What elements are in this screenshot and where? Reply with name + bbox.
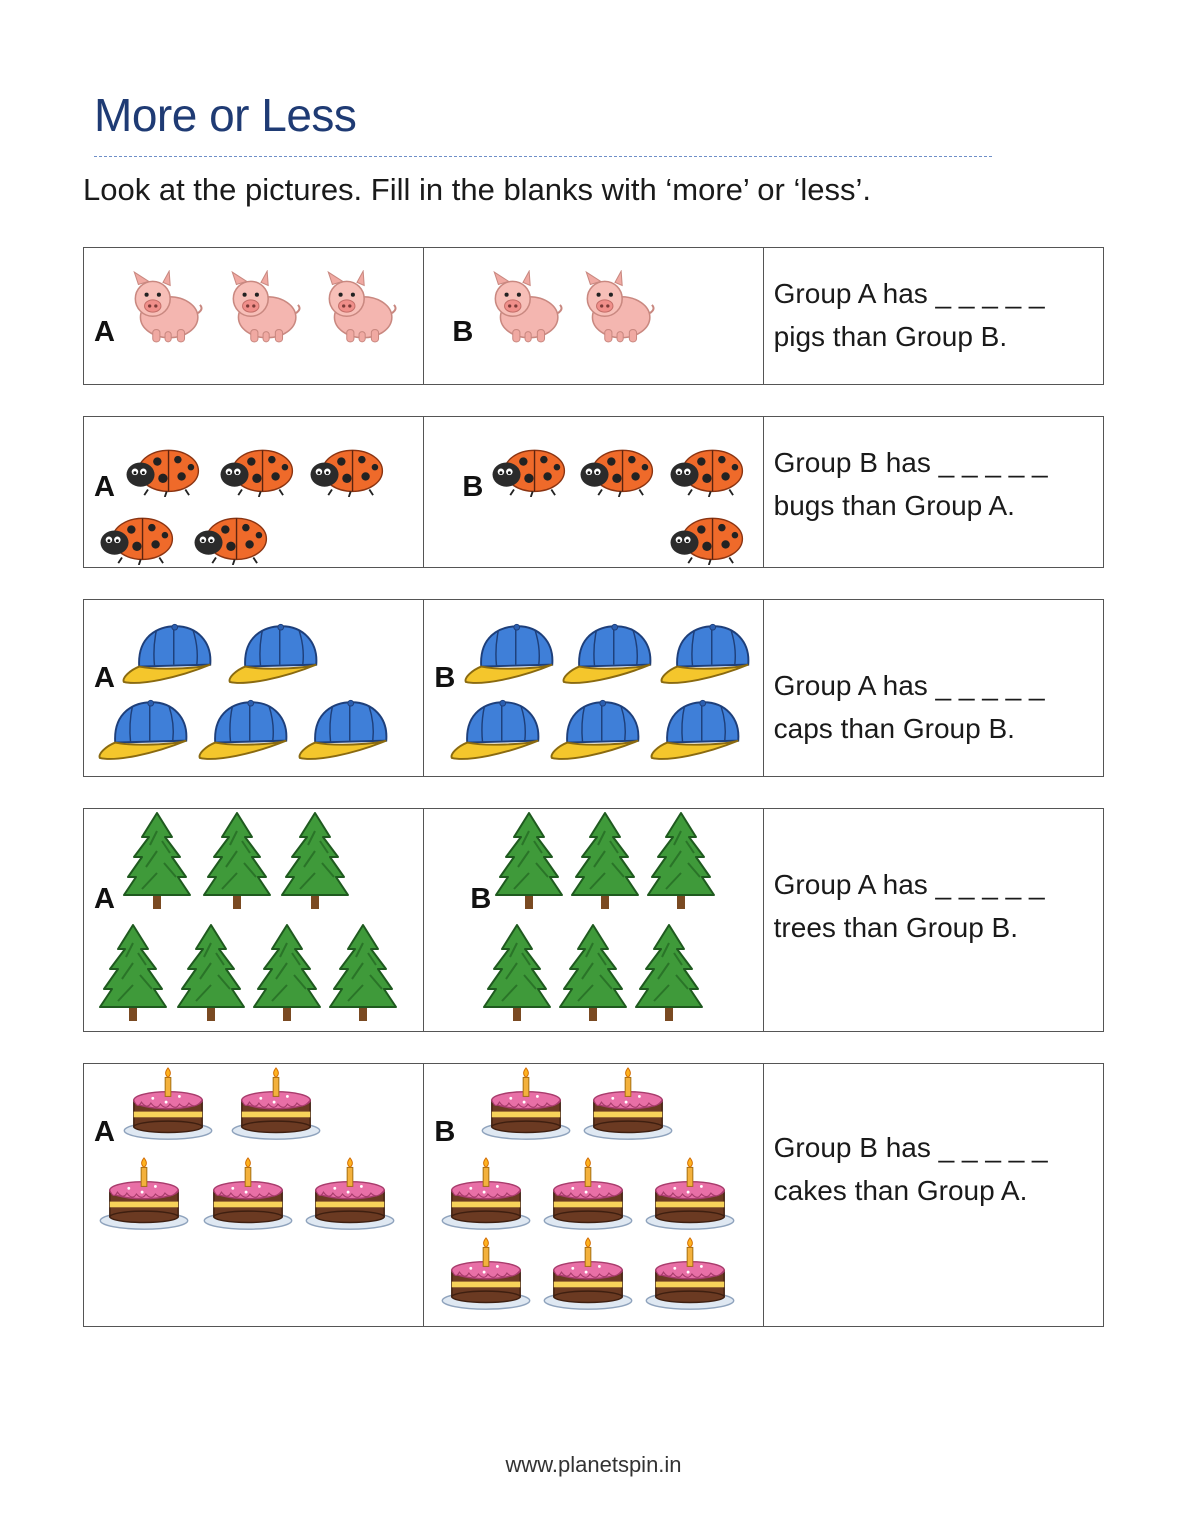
- group-a-label: A: [94, 662, 115, 694]
- cap-icon: [462, 622, 558, 690]
- tree-icon: [328, 923, 398, 1023]
- group-b-label: B: [462, 471, 484, 503]
- question-line-1: Group A has _ _ _ _ _: [773, 869, 1045, 900]
- question-cell: [763, 417, 1103, 567]
- group-a-cell: [84, 600, 423, 776]
- instruction-text: Look at the pictures. Fill in the blanks with ‘more’ or ‘less’.: [83, 172, 871, 207]
- question-line-1: Group A has _ _ _ _ _: [773, 278, 1045, 309]
- tree-icon: [98, 923, 168, 1023]
- group-a-cell: [84, 1064, 423, 1326]
- tree-icon: [202, 811, 272, 911]
- question-line-2: pigs than Group B.: [773, 321, 1008, 352]
- group-b-cell: [423, 417, 762, 567]
- group-a-label: A: [94, 1116, 115, 1148]
- page-title: More or Less: [94, 89, 357, 141]
- cap-icon: [226, 622, 322, 690]
- ladybug-icon: [214, 441, 298, 497]
- ladybug-icon: [574, 441, 658, 497]
- tree-icon: [570, 811, 640, 911]
- ladybug-icon: [94, 509, 178, 565]
- group-b-label: B: [434, 662, 456, 694]
- group-b-label: B: [434, 1116, 456, 1148]
- question-row-pigs: [83, 247, 1104, 385]
- cap-icon: [548, 698, 644, 766]
- cake-icon: [438, 1156, 534, 1232]
- tree-icon: [122, 811, 192, 911]
- tree-icon: [482, 923, 552, 1023]
- question-cell: [763, 809, 1103, 1031]
- ladybug-icon: [664, 509, 748, 565]
- question-line-1: Group B has _ _ _ _ _: [773, 1132, 1048, 1163]
- question-text: [774, 664, 1045, 750]
- question-cell: [763, 248, 1103, 384]
- group-b-label: B: [470, 883, 492, 915]
- cap-icon: [296, 698, 392, 766]
- pig-icon: [220, 270, 302, 344]
- pig-icon: [122, 270, 204, 344]
- tree-icon: [176, 923, 246, 1023]
- cap-icon: [120, 622, 216, 690]
- cap-icon: [196, 698, 292, 766]
- footer-url: www.planetspin.in: [505, 1452, 682, 1477]
- tree-icon: [252, 923, 322, 1023]
- pig-icon: [574, 270, 656, 344]
- tree-icon: [280, 811, 350, 911]
- group-a-cell: [84, 417, 423, 567]
- question-text: [774, 272, 1045, 358]
- question-line-1: Group A has _ _ _ _ _: [773, 670, 1045, 701]
- ladybug-icon: [304, 441, 388, 497]
- cake-icon: [438, 1236, 534, 1312]
- question-row-caps: [83, 599, 1104, 777]
- group-a-cell: [84, 248, 423, 384]
- ladybug-icon: [486, 441, 570, 497]
- question-text: [774, 1126, 1048, 1212]
- cake-icon: [540, 1156, 636, 1232]
- cap-icon: [560, 622, 656, 690]
- group-b-label: B: [452, 316, 474, 348]
- group-a-label: A: [94, 883, 115, 915]
- cake-icon: [540, 1236, 636, 1312]
- ladybug-icon: [188, 509, 272, 565]
- question-line-2: bugs than Group A.: [773, 490, 1015, 521]
- question-cell: [763, 600, 1103, 776]
- question-line-2: trees than Group B.: [773, 912, 1019, 943]
- ladybug-icon: [120, 441, 204, 497]
- question-line-2: cakes than Group A.: [773, 1175, 1028, 1206]
- cake-icon: [580, 1066, 676, 1142]
- group-b-cell: [423, 248, 762, 384]
- question-row-bugs: [83, 416, 1104, 568]
- cap-icon: [96, 698, 192, 766]
- cap-icon: [648, 698, 744, 766]
- question-text: [774, 863, 1045, 949]
- title-divider: [94, 156, 992, 157]
- group-b-cell: [423, 1064, 762, 1326]
- group-a-label: A: [94, 471, 115, 503]
- group-b-cell: [423, 600, 762, 776]
- question-row-cakes: [83, 1063, 1104, 1327]
- pig-icon: [316, 270, 398, 344]
- cake-icon: [120, 1066, 216, 1142]
- cake-icon: [96, 1156, 192, 1232]
- cake-icon: [200, 1156, 296, 1232]
- tree-icon: [634, 923, 704, 1023]
- question-line-1: Group B has _ _ _ _ _: [773, 447, 1048, 478]
- cake-icon: [302, 1156, 398, 1232]
- tree-icon: [558, 923, 628, 1023]
- cap-icon: [658, 622, 754, 690]
- group-b-cell: [423, 809, 762, 1031]
- question-line-2: caps than Group B.: [773, 713, 1015, 744]
- group-a-label: A: [94, 316, 115, 348]
- ladybug-icon: [664, 441, 748, 497]
- pig-icon: [482, 270, 564, 344]
- cake-icon: [478, 1066, 574, 1142]
- cake-icon: [228, 1066, 324, 1142]
- question-row-trees: [83, 808, 1104, 1032]
- cap-icon: [448, 698, 544, 766]
- cake-icon: [642, 1156, 738, 1232]
- question-cell: [763, 1064, 1103, 1326]
- cake-icon: [642, 1236, 738, 1312]
- group-a-cell: [84, 809, 423, 1031]
- question-text: [774, 441, 1048, 527]
- tree-icon: [646, 811, 716, 911]
- tree-icon: [494, 811, 564, 911]
